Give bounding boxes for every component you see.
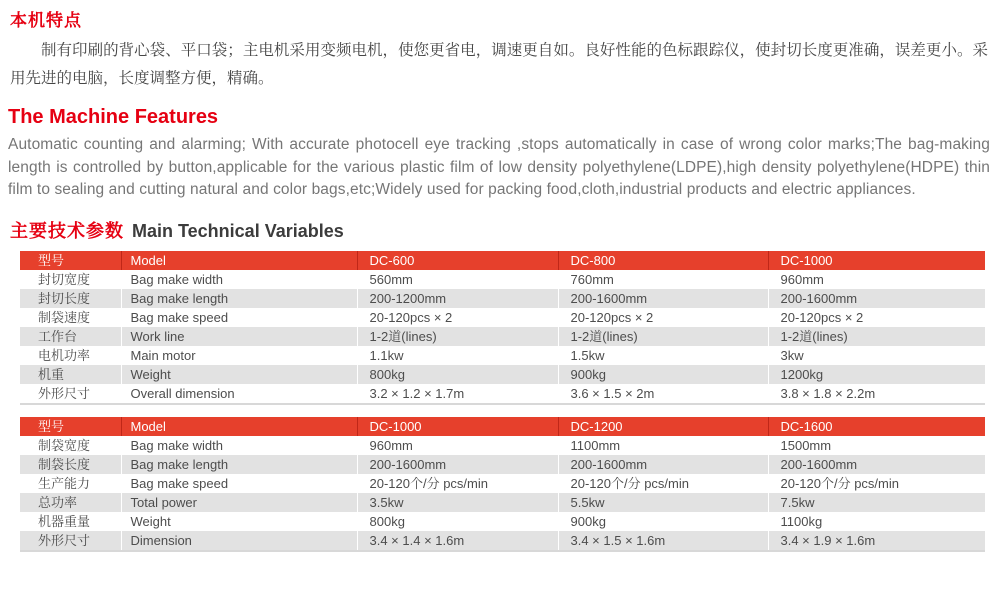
table-cell: 5.5kw bbox=[558, 493, 768, 512]
header-cell: DC-1200 bbox=[558, 417, 768, 436]
table-cell: 20-120个/分 pcs/min bbox=[768, 474, 985, 493]
table-cell: Bag make length bbox=[121, 455, 357, 474]
table-row bbox=[20, 455, 985, 474]
table-cell: 1-2道(lines) bbox=[768, 327, 985, 346]
table-cell: 1200kg bbox=[768, 365, 985, 384]
section-title bbox=[10, 217, 1000, 243]
header-cell: 型号 bbox=[20, 417, 121, 436]
table-cell: 外形尺寸 bbox=[38, 532, 91, 548]
header-cell: DC-1000 bbox=[768, 251, 985, 270]
table-cell: Overall dimension bbox=[121, 384, 357, 404]
table-cell: 制袋宽度 bbox=[38, 437, 91, 453]
header-cell: DC-600 bbox=[357, 251, 558, 270]
table-cell: 总功率 bbox=[38, 494, 78, 510]
table-cell: 900kg bbox=[558, 365, 768, 384]
table-cell: 1.1kw bbox=[357, 346, 558, 365]
header-cell: Model bbox=[121, 251, 357, 270]
table-cell: 960mm bbox=[357, 436, 558, 455]
table-cell: 3.4 × 1.4 × 1.6m bbox=[357, 531, 558, 551]
table-cell: 200-1600mm bbox=[357, 455, 558, 474]
table-cell: 3.2 × 1.2 × 1.7m bbox=[357, 384, 558, 404]
table-cell: Bag make width bbox=[121, 436, 357, 455]
table-cell: 封切长度 bbox=[38, 290, 91, 306]
table-cell: 电机功率 bbox=[38, 347, 91, 363]
table-cell: 生产能力 bbox=[38, 475, 91, 491]
table-cell: 3kw bbox=[768, 346, 985, 365]
table-row bbox=[20, 346, 985, 365]
table-cell: 200-1600mm bbox=[558, 289, 768, 308]
table-cell: 20-120个/分 pcs/min bbox=[357, 474, 558, 493]
table-cell: 封切宽度 bbox=[38, 271, 91, 287]
table-cell: 200-1600mm bbox=[768, 455, 985, 474]
header-cell: DC-1600 bbox=[768, 417, 985, 436]
intro-paragraph-cn: 制有印刷的背心袋、平口袋；主电机采用变频电机，使您更省电，调速更自如。良好性能的色标跟踪仪，使封切长度更准确，误差更小。采用先进的电脑，长度调整方便，精确。 bbox=[10, 42, 988, 87]
table-cell: 800kg bbox=[357, 365, 558, 384]
table-cell: 外形尺寸 bbox=[38, 385, 91, 401]
table-cell: Main motor bbox=[121, 346, 357, 365]
table-header-row bbox=[20, 251, 985, 270]
table-cell: 20-120pcs × 2 bbox=[768, 308, 985, 327]
table-cell: 1-2道(lines) bbox=[357, 327, 558, 346]
spec-table-1 bbox=[20, 251, 985, 405]
table-cell: 1500mm bbox=[768, 436, 985, 455]
table-cell: Bag make width bbox=[121, 270, 357, 289]
header-cell: DC-800 bbox=[558, 251, 768, 270]
table-cell: 200-1600mm bbox=[558, 455, 768, 474]
table-cell: Work line bbox=[121, 327, 357, 346]
table-cell: 3.6 × 1.5 × 2m bbox=[558, 384, 768, 404]
table-cell: 800kg bbox=[357, 512, 558, 531]
table-cell: 20-120pcs × 2 bbox=[357, 308, 558, 327]
table-cell: 760mm bbox=[558, 270, 768, 289]
table-row bbox=[20, 308, 985, 327]
table-cell: Weight bbox=[121, 512, 357, 531]
table-cell: 1100kg bbox=[768, 512, 985, 531]
page-title-cn: 本机特点 bbox=[10, 11, 82, 30]
table-header-row bbox=[20, 417, 985, 436]
table-cell: 制袋长度 bbox=[38, 456, 91, 472]
table-cell: 机器重量 bbox=[38, 513, 91, 529]
table-cell: 20-120个/分 pcs/min bbox=[558, 474, 768, 493]
header-cell: DC-1000 bbox=[357, 417, 558, 436]
table-cell: 3.4 × 1.9 × 1.6m bbox=[768, 531, 985, 551]
table-row bbox=[20, 270, 985, 289]
table-row bbox=[20, 531, 985, 551]
table-cell: 200-1200mm bbox=[357, 289, 558, 308]
table-cell: 3.5kw bbox=[357, 493, 558, 512]
table-cell: Total power bbox=[121, 493, 357, 512]
table-cell: 960mm bbox=[768, 270, 985, 289]
section-title-cn: 主要技术参数 bbox=[10, 220, 124, 241]
table-cell: 7.5kw bbox=[768, 493, 985, 512]
table-cell: Bag make speed bbox=[121, 308, 357, 327]
table-cell: 1100mm bbox=[558, 436, 768, 455]
table-cell: 200-1600mm bbox=[768, 289, 985, 308]
table-row bbox=[20, 436, 985, 455]
table-cell: Weight bbox=[121, 365, 357, 384]
table-cell: 1.5kw bbox=[558, 346, 768, 365]
brochure-page bbox=[0, 6, 1000, 600]
table-row bbox=[20, 493, 985, 512]
section-title-en: Main Technical Variables bbox=[132, 220, 344, 241]
table-cell: 3.4 × 1.5 × 1.6m bbox=[558, 531, 768, 551]
table-row bbox=[20, 384, 985, 404]
table-cell: Dimension bbox=[121, 531, 357, 551]
intro-paragraph-en: Automatic counting and alarming; With accurate photocell eye tracking ,stops automatically in case of wrong color marks;The bag-making length is controlled by button,applicable for the various plastic film of low density polyethylene(LDPE),high density polyethylene(HDPE) thin film to sealing and cutting natural and color bags,etc;Widely used for packing food,cloth,industrial products and electric appliances. bbox=[8, 136, 990, 198]
table-cell: 制袋速度 bbox=[38, 309, 91, 325]
table-cell: 560mm bbox=[357, 270, 558, 289]
table-row bbox=[20, 327, 985, 346]
table-cell: Bag make speed bbox=[121, 474, 357, 493]
page-title-en: The Machine Features bbox=[8, 106, 219, 128]
table-row bbox=[20, 289, 985, 308]
table-cell: 900kg bbox=[558, 512, 768, 531]
table-row bbox=[20, 512, 985, 531]
table-row bbox=[20, 365, 985, 384]
spec-table-2 bbox=[20, 417, 985, 552]
table-cell: 3.8 × 1.8 × 2.2m bbox=[768, 384, 985, 404]
table-cell: 工作台 bbox=[38, 328, 78, 344]
table-cell: Bag make length bbox=[121, 289, 357, 308]
table-cell: 20-120pcs × 2 bbox=[558, 308, 768, 327]
table-cell: 机重 bbox=[38, 366, 65, 382]
header-cell: 型号 bbox=[20, 251, 121, 270]
header-cell: Model bbox=[121, 417, 357, 436]
table-row bbox=[20, 474, 985, 493]
table-cell: 1-2道(lines) bbox=[558, 327, 768, 346]
